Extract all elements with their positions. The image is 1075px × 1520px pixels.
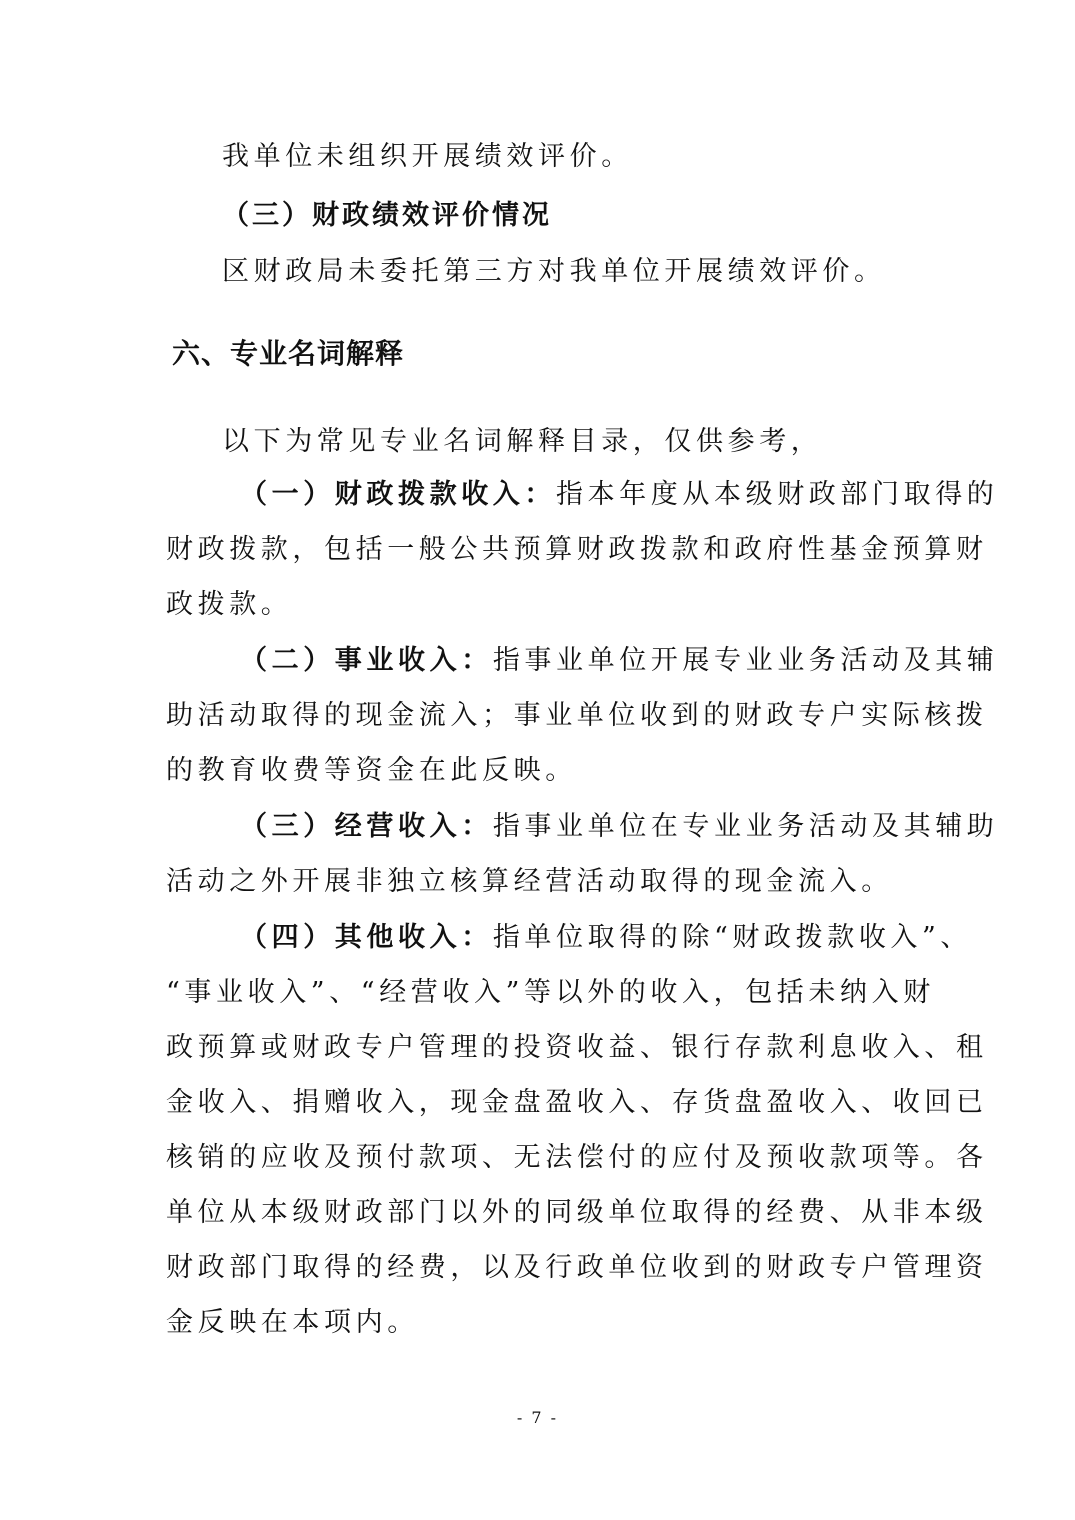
term-other-income-line-1: [240, 918, 972, 958]
paragraph-no-evaluation: 我单位未组织开展绩效评价。: [222, 141, 633, 172]
term-business-income-line-3: 的教育收费等资金在此反映。: [166, 755, 577, 786]
term-other-income-line-5: 核销的应收及预付款项、无法偿付的应付及预收款项等。各: [166, 1142, 988, 1173]
term-label: （四）其他收入：: [240, 922, 493, 953]
term-fiscal-appropriation-line-3: 政拨款。: [166, 589, 293, 620]
page-number: - 7 -: [516, 1408, 559, 1427]
section-heading-glossary: 六、专业名词解释: [172, 337, 405, 370]
term-other-income-line-7: 财政部门取得的经费，以及行政单位收到的财政专户管理资: [166, 1252, 988, 1283]
term-other-income-line-4: 金收入、捐赠收入，现金盘盈收入、存货盘盈收入、收回已: [166, 1087, 988, 1118]
term-other-income-line-6: 单位从本级财政部门以外的同级单位取得的经费、从非本级: [166, 1197, 988, 1228]
term-label: （二）事业收入：: [240, 645, 493, 676]
term-operating-income-line-1: [240, 807, 998, 847]
term-operating-income-line-2: 活动之外开展非独立核算经营活动取得的现金流入。: [166, 866, 893, 897]
term-other-income-line-2: “事业收入”、“经营收入”等以外的收入，包括未纳入财: [166, 977, 935, 1008]
subheading-fiscal-evaluation: （三）财政绩效评价情况: [222, 200, 552, 231]
term-text: 指本年度从本级财政部门取得的: [556, 479, 999, 510]
term-text: 指事业单位开展专业业务活动及其辅: [492, 645, 999, 676]
term-text: 指事业单位在专业业务活动及其辅助: [492, 811, 999, 842]
term-label: （一）财政拨款收入：: [240, 479, 556, 510]
term-label: （三）经营收入：: [240, 811, 493, 842]
term-fiscal-appropriation-line-2: 财政拨款，包括一般公共预算财政拨款和政府性基金预算财: [166, 534, 988, 565]
paragraph-district-finance: 区财政局未委托第三方对我单位开展绩效评价。: [222, 256, 886, 287]
term-other-income-line-3: 政预算或财政专户管理的投资收益、银行存款利息收入、租: [166, 1032, 988, 1063]
term-other-income-line-8: 金反映在本项内。: [166, 1307, 419, 1338]
paragraph-glossary-intro: 以下为常见专业名词解释目录，仅供参考，: [222, 426, 823, 457]
term-business-income-line-1: [240, 641, 998, 681]
term-text: 指单位取得的除“财政拨款收入”、: [492, 922, 973, 953]
term-fiscal-appropriation-line-1: [240, 475, 998, 515]
term-business-income-line-2: 助活动取得的现金流入；事业单位收到的财政专户实际核拨: [166, 700, 988, 731]
